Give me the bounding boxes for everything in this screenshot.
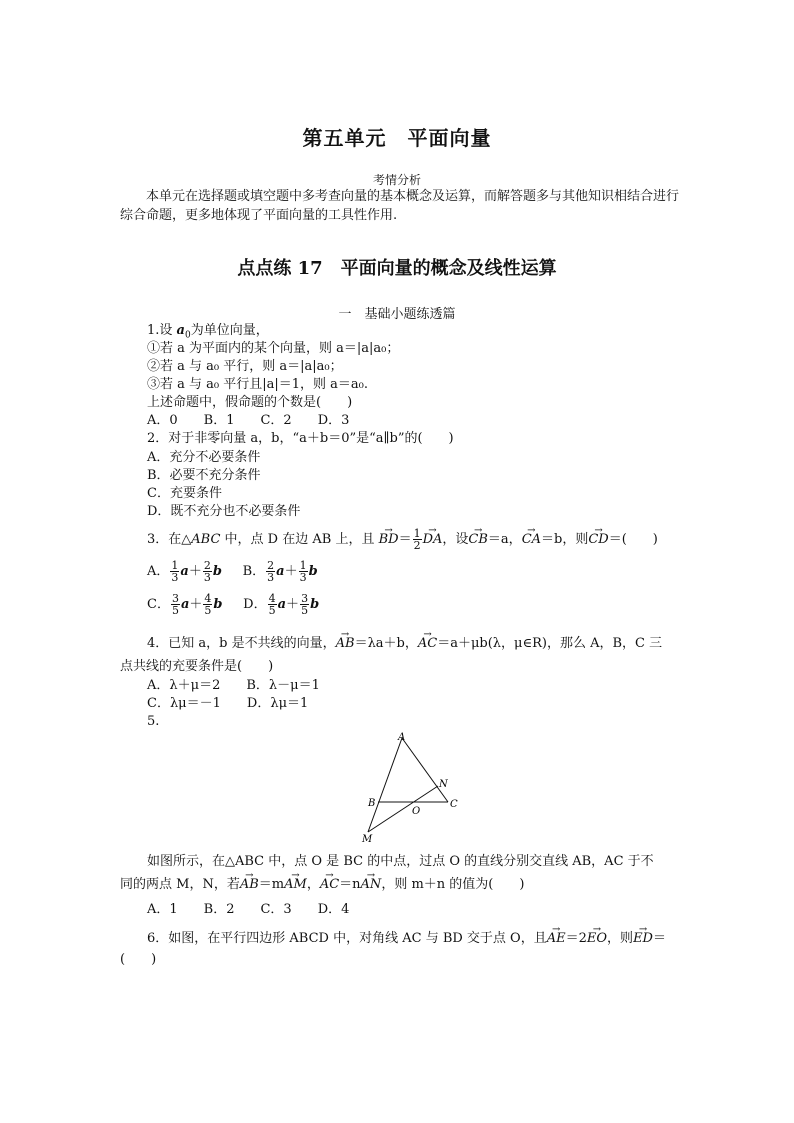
- label-o: O: [412, 806, 421, 817]
- part-heading: 一 基础小题练透篇: [338, 307, 456, 322]
- q5-stem-line2: 同的两点 M，N，若→ AB＝m→ AM，→ AC＝n→ AN，则 m＋n 的值为( ): [120, 876, 524, 893]
- lesson-title: 点点练 17 平面向量的概念及线性运算: [237, 258, 557, 279]
- label-n: N: [439, 779, 448, 790]
- label-b: B: [368, 798, 376, 809]
- q3-options-cd: C． $\frac{3}{5}$ a＋ $\frac{4}{5}$ b D． $\frac{4}{5}$ a＋ $\frac{3}{5}$ b: [147, 592, 320, 617]
- q4-stem-line2: 点共线的充要条件是( ): [120, 659, 274, 674]
- q6-stem-line2: ( ): [120, 952, 157, 967]
- unit-title: 第五单元 平面向量: [302, 126, 492, 150]
- label-a: A: [398, 732, 406, 743]
- q5-options: A．1 B．2 C．3 D．4: [147, 902, 350, 917]
- label-c: C: [450, 799, 458, 810]
- segment-mn: [368, 786, 438, 832]
- q1-statement-2: ②若 a 与 a₀ 平行，则 a＝|a|a₀；: [147, 359, 343, 374]
- q1-statement-1: ①若 a 为平面内的某个向量，则 a＝|a|a₀；: [147, 341, 400, 356]
- q2-option-c: C．充要条件: [147, 486, 222, 501]
- q2-stem: 2．对于非零向量 a，b，“a＋b＝0”是“a∥b”的( ): [147, 431, 454, 446]
- segment-ab: [368, 738, 402, 832]
- q5-number: 5.: [147, 714, 160, 729]
- q1-stem: 1.设 $a_0$为单位向量，: [147, 323, 269, 341]
- q4-options-cd: C．λμ＝－1 D．λμ＝1: [147, 696, 309, 711]
- q2-option-b: B．必要不充分条件: [147, 468, 261, 483]
- q5-stem: 如图所示，在△ABC 中，点 O 是 BC 的中点，过点 O 的直线分别交直线 AB，AC 于不: [147, 854, 654, 869]
- q2-option-a: A．充分不必要条件: [147, 450, 261, 465]
- analysis-paragraph: 本单元在选择题或填空题中多考查向量的基本概念及运算，而解答题多与其他知识相结合进行综合命题，更多地体现了平面向量的工具性作用.: [120, 189, 680, 223]
- triangle-figure: [360, 730, 460, 845]
- q3-options-ab: A． $\frac{1}{3}$ a＋ $\frac{2}{3}$ b B． $\frac{2}{3}$ a＋ $\frac{1}{3}$ b: [147, 559, 318, 584]
- label-m: M: [362, 834, 373, 845]
- q1-options: A．0 B．1 C．2 D．3: [147, 413, 350, 428]
- q4-stem: 4．已知 a，b 是不共线的向量，→ AB＝λa＋b，→ AC＝a＋μb(λ，μ∈R)，那么 A，B，C 三: [147, 635, 662, 652]
- q3-stem: 3．在△ABC 中，点 D 在边 AB 上，且 → BD＝ $\frac{1}{2}$ → DA，设→ CB＝a，→ CA＝b，则→ CD＝( ): [147, 528, 658, 551]
- q1-statement-3: ③若 a 与 a₀ 平行且|a|＝1，则 a＝a₀.: [147, 377, 369, 392]
- analysis-heading: 考情分析: [372, 173, 421, 187]
- q1-ask: 上述命题中，假命题的个数是( ): [147, 395, 353, 410]
- q6-stem: 6．如图，在平行四边形 ABCD 中，对角线 AC 与 BD 交于点 O，且→ AE＝2→ EO，则→ ED＝: [147, 930, 666, 947]
- q2-option-d: D．既不充分也不必要条件: [147, 504, 301, 519]
- q4-options-ab: A．λ＋μ＝2 B．λ－μ＝1: [147, 678, 320, 693]
- segment-ac: [402, 738, 448, 802]
